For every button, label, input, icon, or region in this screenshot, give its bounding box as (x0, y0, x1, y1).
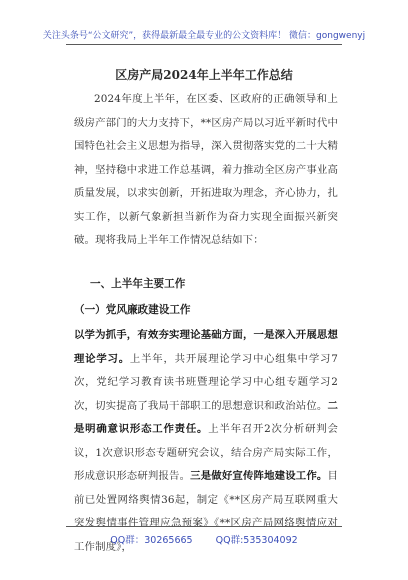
footer-qq-group-2: QQ群:535304092 (215, 535, 298, 546)
lead-bold-text: 以学为抓手，有效夯实理论基础方面，一是深入开展思想理论学习。 (74, 329, 338, 365)
footer-divider (66, 526, 342, 527)
section-heading: 一、上半年主要工作 (90, 278, 186, 290)
body-text-1: 上半年，共开展理论学习中心组集中学习7次，党纪学习教育读书班暨理论学习中心组专题学习2次，切实提高了我局干部职工的思想意识和政治站位。 (74, 352, 338, 412)
point-three-bold: 三是做好宣传阵地建设工作。 (190, 470, 328, 482)
point-two-bold: 二是明确意识形态工作责任。 (74, 399, 338, 435)
header-banner: 关注头条号“公文研究”，获得最新最全最专业的公文资料库！ 微信：gongwenyj (42, 31, 366, 41)
subsection-heading: （一）党风廉政建设工作 (74, 304, 191, 316)
header-divider (66, 44, 342, 45)
body-text-2: 上半年召开2次分析研判会议，1次意识形态专题研究会议，结合房产局实际工作，形成意识形态研判报告。 (74, 423, 338, 482)
body-text-3: 目前已处置网络舆情36起，制定《**区房产局互联网重大突发舆情事件管理应急预案》《**区房产局网络舆情应对工作制度》， (74, 470, 338, 553)
footer (0, 532, 408, 546)
document-title: 区房产局2024年上半年工作总结 (115, 68, 293, 82)
party-building-paragraph (74, 324, 338, 559)
intro-paragraph: 2024年度上半年，在区委、区政府的正确领导和上级房产部门的大力支持下，**区房产局以习近平新时代中国特色社会主义思想为指导，深入贯彻落实党的二十大精神，坚持稳中求进工作总基调，着力推动全区房产事业高质量发展，以求实创新，开拓进取为理念，齐心协力，扎实工作，以新气象新担当新作为奋力实现全面振兴新突破。现将我局上半年工作情况总结如下： (74, 93, 338, 246)
footer-qq-group-1: QQ群：30265665 (110, 535, 193, 546)
